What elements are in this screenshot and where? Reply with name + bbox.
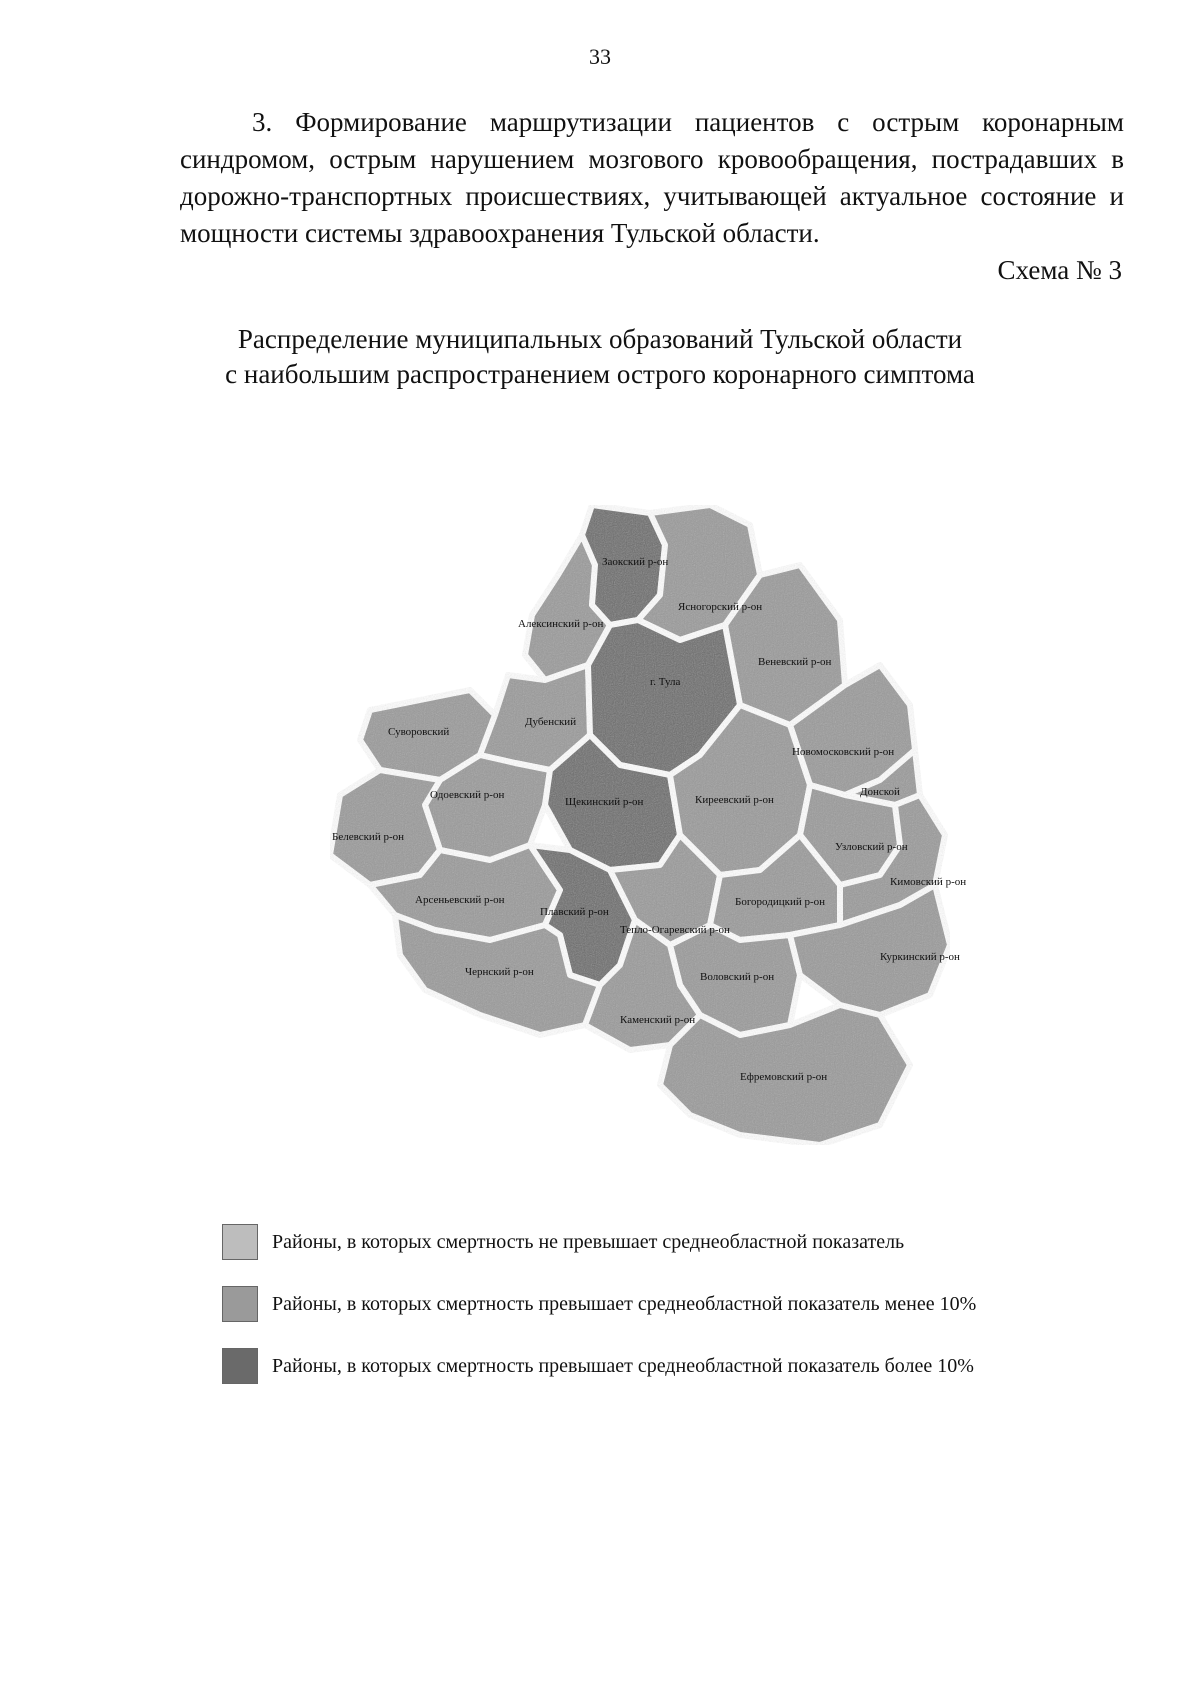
page-number: 33 [589, 44, 611, 69]
legend-item-level-1 [222, 1223, 1102, 1261]
district-label-belevsky: Белевский р-он [332, 831, 404, 843]
district-label-efremovsky: Ефремовский р-он [740, 1071, 828, 1083]
legend-text: Районы, в которых смертность не превышает среднеобластной показатель [272, 1230, 905, 1253]
district-label-shchekinsky: Щекинский р-он [565, 796, 644, 808]
map-title-line-2: с наибольшим распространением острого коронарного симптома [225, 359, 975, 389]
legend-swatch-level-3 [222, 1348, 258, 1384]
district-label-venevsky: Веневский р-он [758, 656, 832, 668]
scheme-label: Схема № 3 [997, 255, 1122, 285]
district-label-suvorovsky: Суворовский [388, 726, 450, 738]
legend-item-level-2 [222, 1285, 1102, 1323]
map-title-line-1: Распределение муниципальных образований Тульской области [237, 324, 963, 354]
map-svg [300, 480, 1020, 1210]
district-label-kimovsky: Кимовский р-он [890, 876, 967, 888]
district-label-novomoskovsky: Новомосковский р-он [792, 746, 895, 758]
district-label-zaoksky: Заокский р-он [602, 556, 669, 568]
tula-region-map [300, 480, 1020, 1210]
district-label-kireevsky: Киреевский р-он [695, 794, 774, 806]
district-label-bogoroditsky: Богородицкий р-он [735, 896, 826, 908]
legend-text: Районы, в которых смертность превышает среднеобластной показатель более 10% [272, 1354, 974, 1377]
district-label-odoevsky: Одоевский р-он [430, 789, 505, 801]
legend-text: Районы, в которых смертность превышает среднеобластной показатель менее 10% [272, 1292, 977, 1315]
district-label-volovsky: Воловский р-он [700, 971, 775, 983]
district-label-dubensky: Дубенский [525, 716, 577, 728]
district-label-aleksinsky: Алексинский р-он [518, 618, 604, 630]
district-label-uzlovsky: Узловский р-он [835, 841, 908, 853]
map-title [0, 322, 1200, 392]
district-label-arsenyevsky: Арсеньевский р-он [415, 894, 505, 906]
district-label-yasnogorsky: Ясногорский р-он [678, 601, 763, 613]
district-label-plavsky: Плавский р-он [540, 906, 609, 918]
district-label-tula: г. Тула [650, 676, 681, 688]
district-label-teplo-ogarevsky: Тепло-Огаревский р-он [620, 924, 730, 936]
district-label-kurkinsky: Куркинский р-он [880, 951, 960, 963]
map-legend [222, 1223, 1102, 1409]
district-label-donskoy: Донской [860, 786, 900, 798]
legend-item-level-3 [222, 1347, 1102, 1385]
section-heading: 3. Формирование маршрутизации пациентов с острым коронарным синдромом, острым нарушением мозгового кровообращения, пострадавших в дорожно-транспортных происшествиях, учитывающей актуальное состояние и мощности системы здравоохранения Тульской области. [180, 107, 1124, 248]
legend-swatch-level-2 [222, 1286, 258, 1322]
district-label-kamensky: Каменский р-он [620, 1014, 696, 1026]
legend-swatch-level-1 [222, 1224, 258, 1260]
district-label-chernsky: Чернский р-он [465, 966, 534, 978]
